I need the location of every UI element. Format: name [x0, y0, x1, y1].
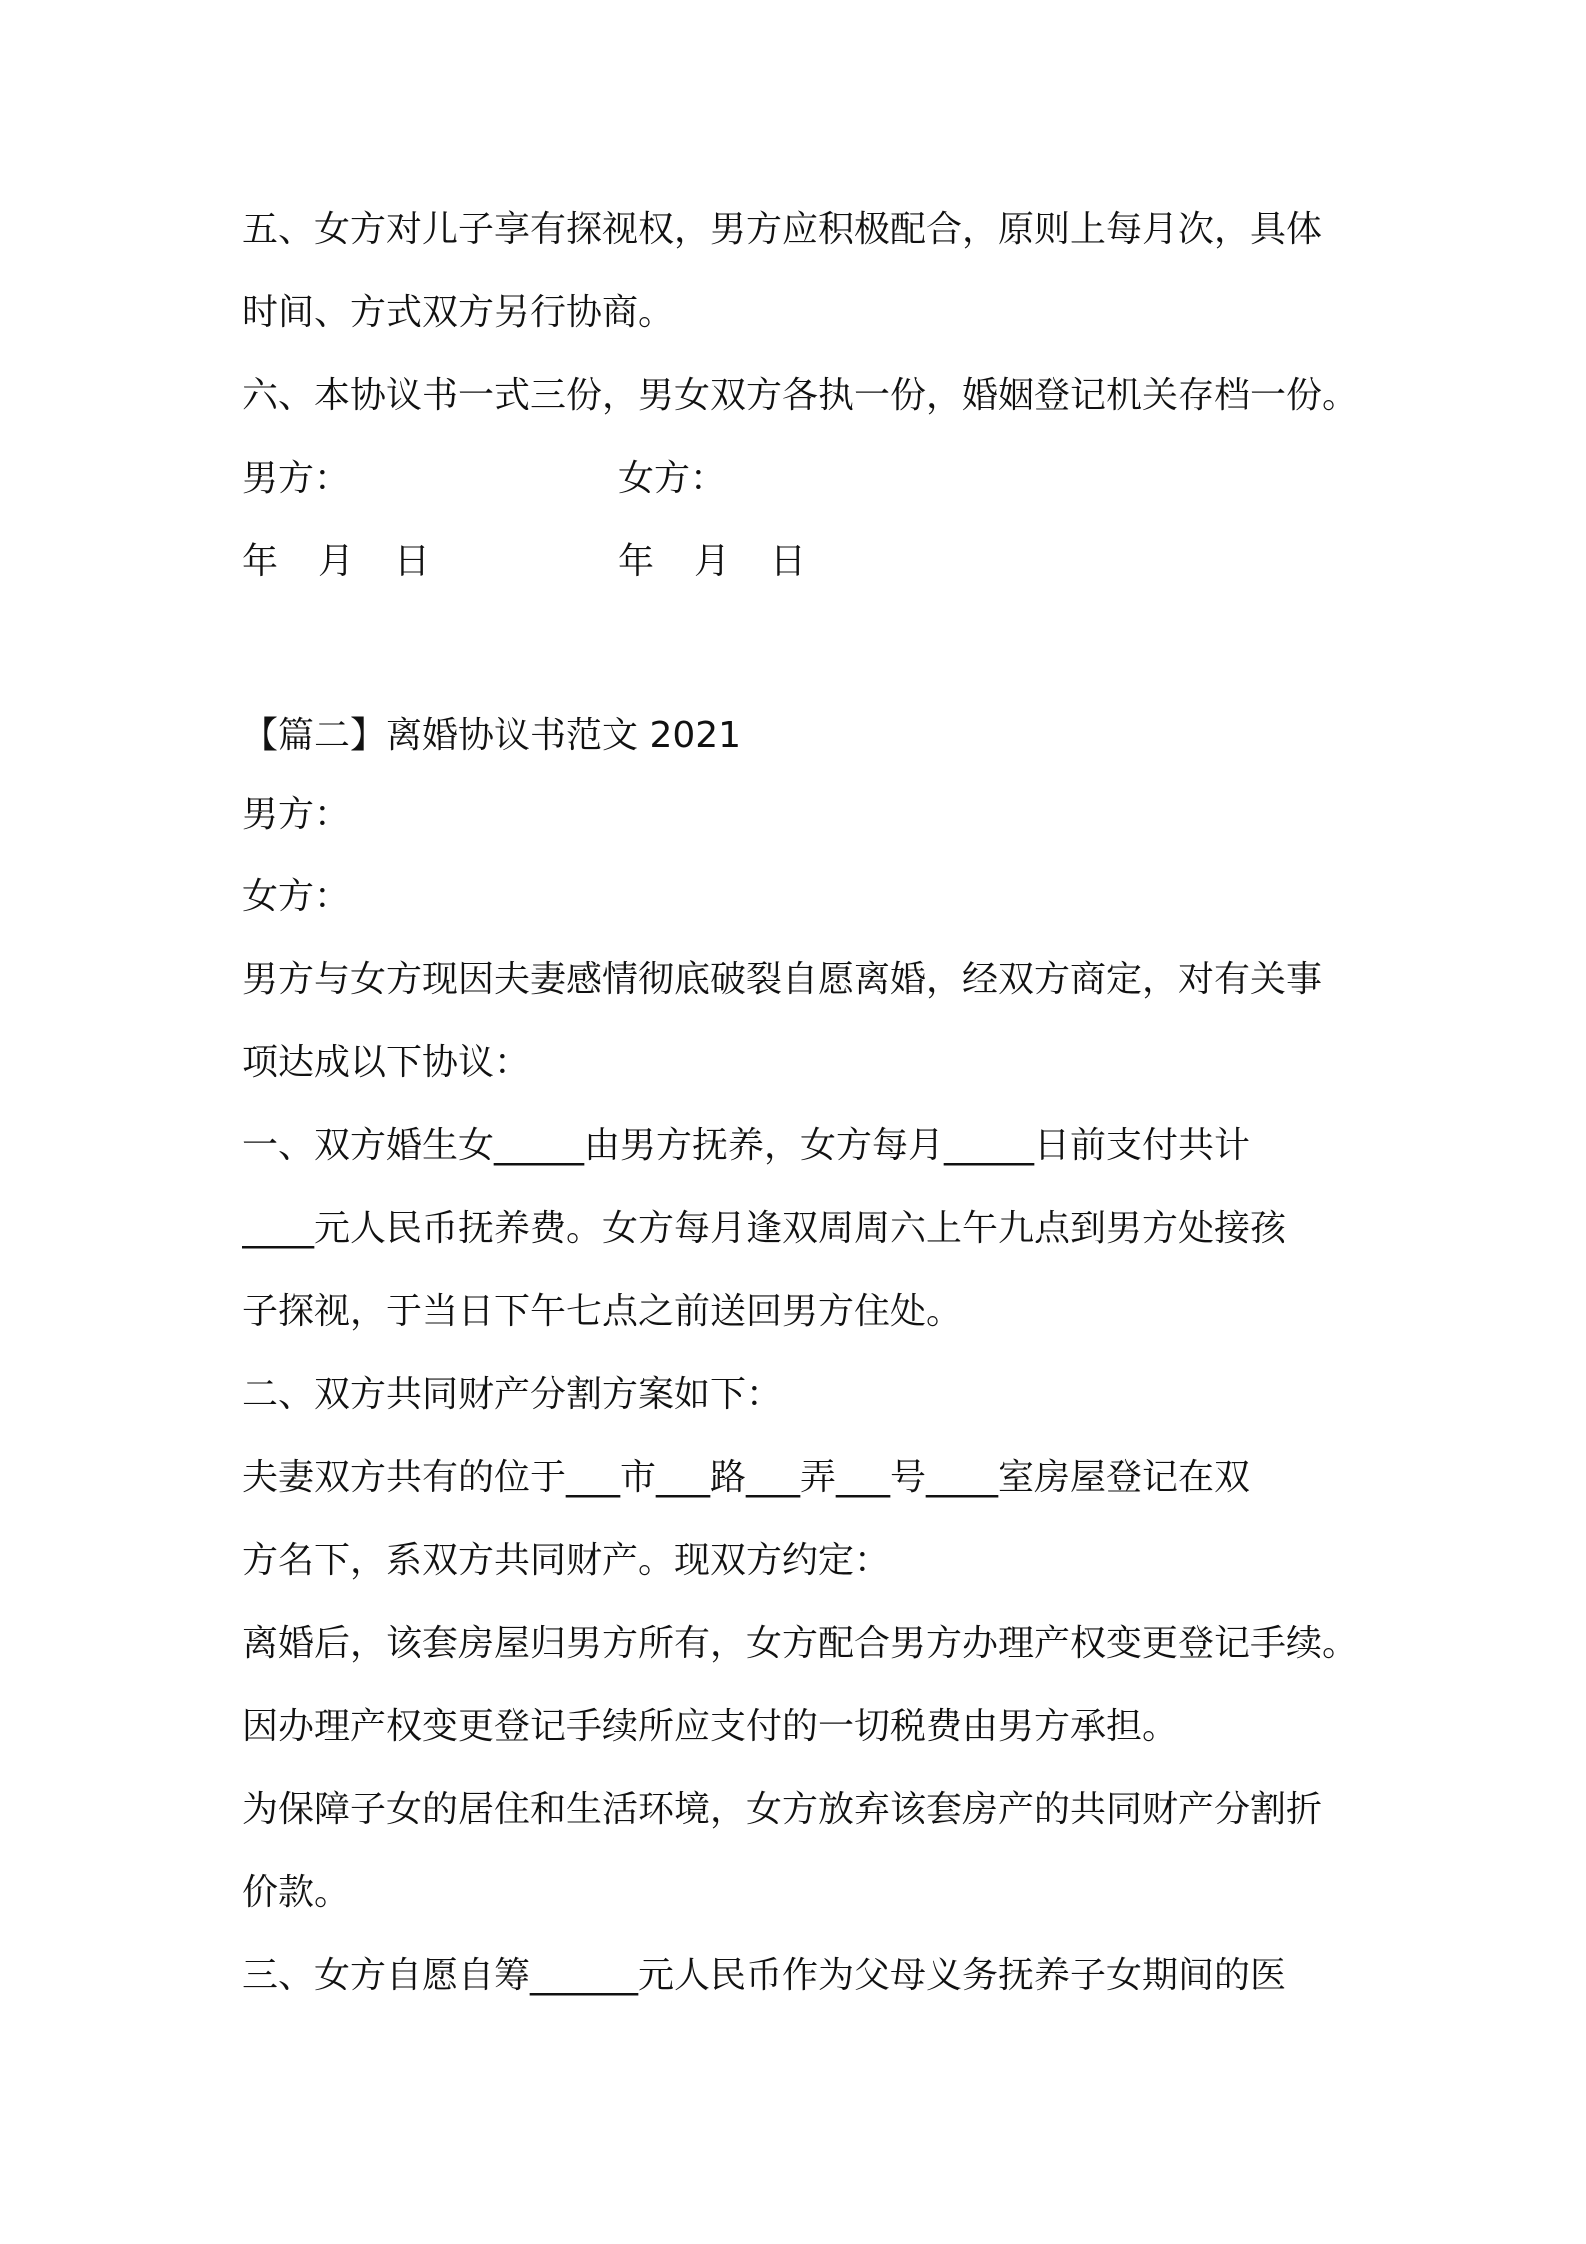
item1-line2: ____元人民币抚养费。女方每月逢双周周六上午九点到男方处接孩 [242, 1208, 1287, 1249]
month-label: 月 [318, 541, 355, 582]
year-label: 年 [618, 541, 655, 582]
intro-line1: 男方与女方现因夫妻感情彻底破裂自愿离婚，经双方商定，对有关事 [242, 959, 1323, 1000]
item2-line5: 为保障子女的居住和生活环境，女方放弃该套房产的共同财产分割折 [242, 1789, 1323, 1830]
item1-line1: 一、双方婚生女_____由男方抚养，女方每月_____日前支付共计 [242, 1125, 1251, 1166]
signature-row [242, 455, 1362, 503]
date-row [242, 538, 1362, 586]
male-party-label: 男方： [242, 794, 351, 835]
female-date [618, 538, 846, 586]
item2-line6: 价款。 [242, 1872, 351, 1913]
item5-line1: 五、女方对儿子享有探视权，男方应积极配合，原则上每月次，具体 [242, 209, 1323, 250]
item2-line2: 方名下，系双方共同财产。现双方约定： [242, 1540, 891, 1581]
item2-line3: 离婚后，该套房屋归男方所有，女方配合男方办理产权变更登记手续。 [242, 1623, 1359, 1664]
male-date [242, 541, 470, 582]
female-party-label: 女方： [242, 876, 351, 917]
female-signature-label: 女方： [618, 458, 727, 499]
item2-line4: 因办理产权变更登记手续所应支付的一切税费由男方承担。 [242, 1706, 1179, 1747]
male-signature-label: 男方： [242, 458, 351, 499]
item2-heading: 二、双方共同财产分割方案如下： [242, 1374, 783, 1415]
day-label: 日 [394, 541, 431, 582]
item3-line1: 三、女方自愿自筹______元人民币作为父母义务抚养子女期间的医 [242, 1955, 1287, 1996]
day-label: 日 [770, 541, 807, 582]
item5-line2: 时间、方式双方另行协商。 [242, 292, 675, 333]
year-label: 年 [242, 541, 279, 582]
item6-line: 六、本协议书一式三份，男女双方各执一份，婚姻登记机关存档一份。 [242, 375, 1359, 416]
item2-line1: 夫妻双方共有的位于___市___路___弄___号____室房屋登记在双 [242, 1457, 1251, 1498]
item1-line3: 子探视，于当日下午七点之前送回男方住处。 [242, 1291, 963, 1332]
intro-line2: 项达成以下协议： [242, 1042, 531, 1083]
month-label: 月 [694, 541, 731, 582]
section-two-heading: 【篇二】离婚协议书范文 2021 [242, 715, 742, 756]
